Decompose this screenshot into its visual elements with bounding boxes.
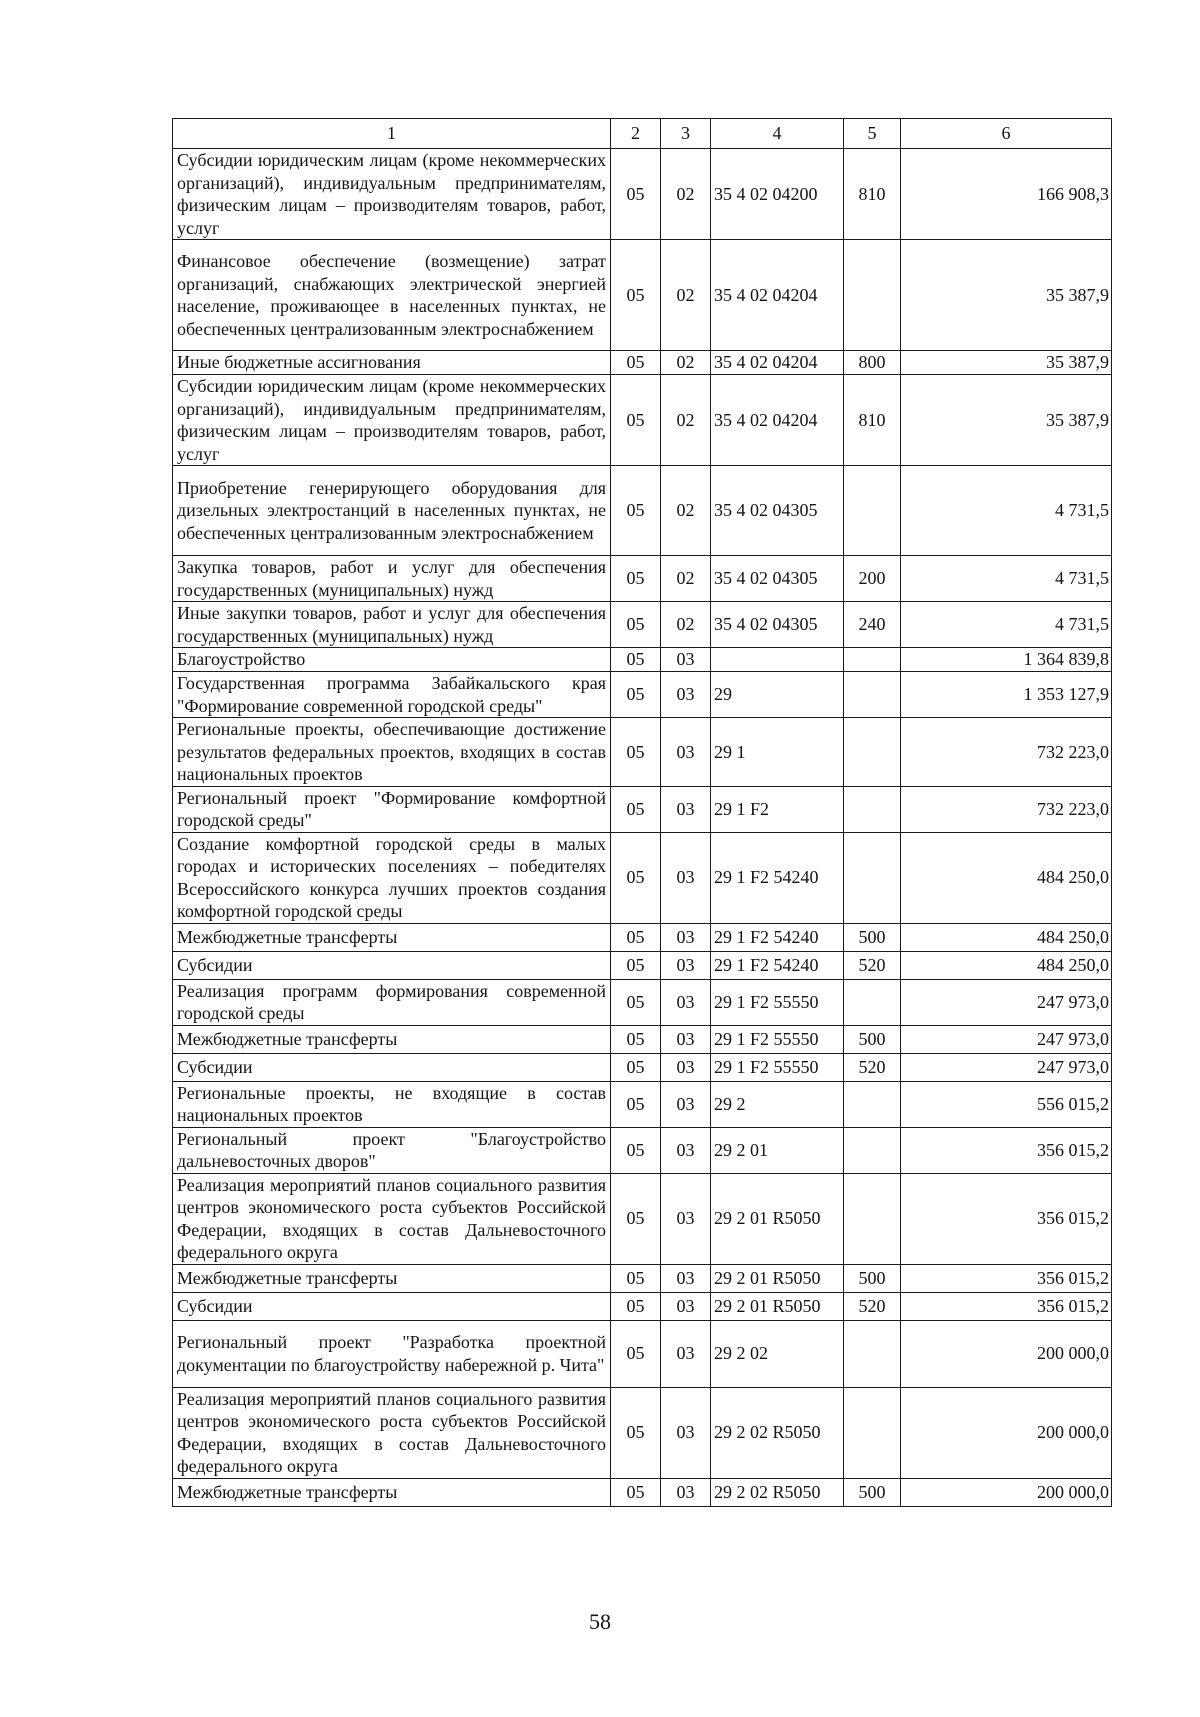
target-article-cell: 29 2 02	[711, 1320, 844, 1387]
amount-cell: 4 731,5	[901, 466, 1112, 556]
expense-type-cell: 520	[844, 951, 901, 979]
target-article-cell: 29 1 F2	[711, 786, 844, 832]
header-cell: 1	[173, 119, 611, 149]
table-row	[173, 1320, 1112, 1387]
subsection-code-cell: 02	[661, 240, 711, 351]
table-row	[173, 786, 1112, 832]
table-row	[173, 375, 1112, 466]
expense-type-cell: 500	[844, 1264, 901, 1292]
expense-type-cell: 200	[844, 556, 901, 602]
amount-cell: 4 731,5	[901, 602, 1112, 648]
expense-type-cell	[844, 648, 901, 672]
target-article-cell: 29 1	[711, 718, 844, 787]
target-article-cell: 29 2 01 R5050	[711, 1173, 844, 1264]
section-code-cell: 05	[611, 1478, 661, 1506]
row-name-cell: Межбюджетные трансферты	[173, 1264, 611, 1292]
section-code-cell: 05	[611, 786, 661, 832]
target-article-cell: 35 4 02 04204	[711, 240, 844, 351]
row-name-cell: Реализация мероприятий планов социального развития центров экономического роста субъектов Российской Федерации, входящих в состав Дальневосточного федерального округа	[173, 1387, 611, 1478]
section-code-cell: 05	[611, 351, 661, 375]
subsection-code-cell: 03	[661, 1127, 711, 1173]
expense-type-cell	[844, 1127, 901, 1173]
row-name-cell: Реализация мероприятий планов социального развития центров экономического роста субъектов Российской Федерации, входящих в состав Дальневосточного федерального округа	[173, 1173, 611, 1264]
header-cell: 2	[611, 119, 661, 149]
table-row	[173, 672, 1112, 718]
subsection-code-cell: 03	[661, 1387, 711, 1478]
table-header-row	[173, 119, 1112, 149]
subsection-code-cell: 02	[661, 466, 711, 556]
target-article-cell: 29 1 F2 54240	[711, 951, 844, 979]
amount-cell: 484 250,0	[901, 923, 1112, 951]
section-code-cell: 05	[611, 1292, 661, 1320]
expense-type-cell	[844, 1081, 901, 1127]
table-row	[173, 351, 1112, 375]
expense-type-cell	[844, 979, 901, 1025]
table-row	[173, 832, 1112, 923]
section-code-cell: 05	[611, 923, 661, 951]
expense-type-cell	[844, 466, 901, 556]
target-article-cell: 29 1 F2 55550	[711, 1053, 844, 1081]
page-number: 58	[589, 1609, 611, 1634]
target-article-cell: 35 4 02 04204	[711, 351, 844, 375]
amount-cell: 35 387,9	[901, 240, 1112, 351]
section-code-cell: 05	[611, 1053, 661, 1081]
section-code-cell: 05	[611, 240, 661, 351]
section-code-cell: 05	[611, 672, 661, 718]
table-row	[173, 1127, 1112, 1173]
subsection-code-cell: 02	[661, 602, 711, 648]
target-article-cell: 29 2 01	[711, 1127, 844, 1173]
section-code-cell: 05	[611, 718, 661, 787]
row-name-cell: Реализация программ формирования современной городской среды	[173, 979, 611, 1025]
row-name-cell: Региональные проекты, не входящие в состав национальных проектов	[173, 1081, 611, 1127]
amount-cell: 484 250,0	[901, 951, 1112, 979]
expense-type-cell: 810	[844, 149, 901, 240]
subsection-code-cell: 03	[661, 1478, 711, 1506]
amount-cell: 247 973,0	[901, 1025, 1112, 1053]
row-name-cell: Государственная программа Забайкальского края "Формирование современной городской среды"	[173, 672, 611, 718]
table-row	[173, 1387, 1112, 1478]
target-article-cell: 29 2 01 R5050	[711, 1292, 844, 1320]
amount-cell: 200 000,0	[901, 1387, 1112, 1478]
section-code-cell: 05	[611, 149, 661, 240]
row-name-cell: Региональный проект "Формирование комфортной городской среды"	[173, 786, 611, 832]
subsection-code-cell: 02	[661, 556, 711, 602]
expense-type-cell	[844, 832, 901, 923]
subsection-code-cell: 03	[661, 951, 711, 979]
target-article-cell: 29 2 01 R5050	[711, 1264, 844, 1292]
amount-cell: 556 015,2	[901, 1081, 1112, 1127]
subsection-code-cell: 03	[661, 1292, 711, 1320]
section-code-cell: 05	[611, 979, 661, 1025]
table-row	[173, 951, 1112, 979]
subsection-code-cell: 03	[661, 979, 711, 1025]
amount-cell: 356 015,2	[901, 1292, 1112, 1320]
table-row	[173, 923, 1112, 951]
expense-type-cell	[844, 1320, 901, 1387]
subsection-code-cell: 03	[661, 672, 711, 718]
section-code-cell: 05	[611, 556, 661, 602]
amount-cell: 200 000,0	[901, 1320, 1112, 1387]
subsection-code-cell: 03	[661, 1053, 711, 1081]
table-row	[173, 556, 1112, 602]
expense-type-cell: 240	[844, 602, 901, 648]
row-name-cell: Субсидии	[173, 1053, 611, 1081]
target-article-cell: 29 2	[711, 1081, 844, 1127]
subsection-code-cell: 02	[661, 351, 711, 375]
amount-cell: 732 223,0	[901, 718, 1112, 787]
target-article-cell: 29 1 F2 55550	[711, 1025, 844, 1053]
row-name-cell: Иные бюджетные ассигнования	[173, 351, 611, 375]
row-name-cell: Приобретение генерирующего оборудования для дизельных электростанций в населенных пунктах, не обеспеченных централизованным электроснабжением	[173, 466, 611, 556]
table-row	[173, 979, 1112, 1025]
row-name-cell: Финансовое обеспечение (возмещение) затрат организаций, снабжающих электрической энергией население, проживающее в населенных пунктах, не обеспеченных централизованным электроснабжением	[173, 240, 611, 351]
amount-cell: 356 015,2	[901, 1173, 1112, 1264]
amount-cell: 166 908,3	[901, 149, 1112, 240]
header-cell: 5	[844, 119, 901, 149]
section-code-cell: 05	[611, 466, 661, 556]
expense-type-cell: 500	[844, 923, 901, 951]
table-row	[173, 149, 1112, 240]
target-article-cell: 29 1 F2 54240	[711, 923, 844, 951]
target-article-cell: 29	[711, 672, 844, 718]
subsection-code-cell: 03	[661, 718, 711, 787]
table-row	[173, 718, 1112, 787]
subsection-code-cell: 03	[661, 1264, 711, 1292]
amount-cell: 4 731,5	[901, 556, 1112, 602]
table-row	[173, 648, 1112, 672]
section-code-cell: 05	[611, 1081, 661, 1127]
expense-type-cell: 500	[844, 1025, 901, 1053]
expense-type-cell: 520	[844, 1292, 901, 1320]
amount-cell: 1 364 839,8	[901, 648, 1112, 672]
section-code-cell: 05	[611, 1173, 661, 1264]
expense-type-cell	[844, 718, 901, 787]
subsection-code-cell: 03	[661, 1025, 711, 1053]
section-code-cell: 05	[611, 602, 661, 648]
subsection-code-cell: 02	[661, 149, 711, 240]
table-row	[173, 1025, 1112, 1053]
table-row	[173, 1292, 1112, 1320]
target-article-cell: 35 4 02 04200	[711, 149, 844, 240]
subsection-code-cell: 03	[661, 832, 711, 923]
expense-type-cell: 810	[844, 375, 901, 466]
section-code-cell: 05	[611, 1387, 661, 1478]
table-row	[173, 466, 1112, 556]
section-code-cell: 05	[611, 648, 661, 672]
subsection-code-cell: 03	[661, 1173, 711, 1264]
section-code-cell: 05	[611, 1264, 661, 1292]
table-row	[173, 1173, 1112, 1264]
expense-type-cell: 500	[844, 1478, 901, 1506]
table-row	[173, 1081, 1112, 1127]
target-article-cell: 29 1 F2 55550	[711, 979, 844, 1025]
table-row	[173, 1478, 1112, 1506]
amount-cell: 35 387,9	[901, 375, 1112, 466]
row-name-cell: Региональные проекты, обеспечивающие достижение результатов федеральных проектов, входящих в состав национальных проектов	[173, 718, 611, 787]
subsection-code-cell: 03	[661, 923, 711, 951]
table-row	[173, 1264, 1112, 1292]
target-article-cell: 29 2 02 R5050	[711, 1478, 844, 1506]
target-article-cell	[711, 648, 844, 672]
subsection-code-cell: 03	[661, 1081, 711, 1127]
expense-type-cell: 520	[844, 1053, 901, 1081]
amount-cell: 35 387,9	[901, 351, 1112, 375]
row-name-cell: Иные закупки товаров, работ и услуг для обеспечения государственных (муниципальных) нужд	[173, 602, 611, 648]
row-name-cell: Субсидии	[173, 951, 611, 979]
row-name-cell: Региональный проект "Разработка проектной документации по благоустройству набережной р. Чита"	[173, 1320, 611, 1387]
row-name-cell: Субсидии юридическим лицам (кроме некоммерческих организаций), индивидуальным предпринимателям, физическим лицам – производителям товаров, работ, услуг	[173, 149, 611, 240]
expense-type-cell: 800	[844, 351, 901, 375]
row-name-cell: Межбюджетные трансферты	[173, 1025, 611, 1053]
amount-cell: 732 223,0	[901, 786, 1112, 832]
row-name-cell: Закупка товаров, работ и услуг для обеспечения государственных (муниципальных) нужд	[173, 556, 611, 602]
expense-type-cell	[844, 240, 901, 351]
table-row	[173, 1053, 1112, 1081]
subsection-code-cell: 03	[661, 648, 711, 672]
row-name-cell: Региональный проект "Благоустройство дальневосточных дворов"	[173, 1127, 611, 1173]
table-row	[173, 602, 1112, 648]
header-cell: 4	[711, 119, 844, 149]
row-name-cell: Межбюджетные трансферты	[173, 1478, 611, 1506]
target-article-cell: 35 4 02 04305	[711, 466, 844, 556]
amount-cell: 200 000,0	[901, 1478, 1112, 1506]
header-cell: 6	[901, 119, 1112, 149]
row-name-cell: Благоустройство	[173, 648, 611, 672]
section-code-cell: 05	[611, 375, 661, 466]
subsection-code-cell: 02	[661, 375, 711, 466]
target-article-cell: 29 2 02 R5050	[711, 1387, 844, 1478]
amount-cell: 356 015,2	[901, 1264, 1112, 1292]
expense-type-cell	[844, 1387, 901, 1478]
section-code-cell: 05	[611, 1025, 661, 1053]
amount-cell: 484 250,0	[901, 832, 1112, 923]
amount-cell: 356 015,2	[901, 1127, 1112, 1173]
row-name-cell: Субсидии юридическим лицам (кроме некоммерческих организаций), индивидуальным предпринимателям, физическим лицам – производителям товаров, работ, услуг	[173, 375, 611, 466]
expense-type-cell	[844, 786, 901, 832]
amount-cell: 1 353 127,9	[901, 672, 1112, 718]
target-article-cell: 35 4 02 04204	[711, 375, 844, 466]
section-code-cell: 05	[611, 951, 661, 979]
row-name-cell: Субсидии	[173, 1292, 611, 1320]
table-row	[173, 240, 1112, 351]
subsection-code-cell: 03	[661, 1320, 711, 1387]
expense-type-cell	[844, 672, 901, 718]
subsection-code-cell: 03	[661, 786, 711, 832]
amount-cell: 247 973,0	[901, 1053, 1112, 1081]
section-code-cell: 05	[611, 1127, 661, 1173]
budget-table	[172, 118, 1112, 1507]
section-code-cell: 05	[611, 1320, 661, 1387]
row-name-cell: Создание комфортной городской среды в малых городах и исторических поселениях – победителях Всероссийского конкурса лучших проектов создания комфортной городской среды	[173, 832, 611, 923]
target-article-cell: 35 4 02 04305	[711, 602, 844, 648]
row-name-cell: Межбюджетные трансферты	[173, 923, 611, 951]
target-article-cell: 29 1 F2 54240	[711, 832, 844, 923]
target-article-cell: 35 4 02 04305	[711, 556, 844, 602]
expense-type-cell	[844, 1173, 901, 1264]
amount-cell: 247 973,0	[901, 979, 1112, 1025]
section-code-cell: 05	[611, 832, 661, 923]
header-cell: 3	[661, 119, 711, 149]
